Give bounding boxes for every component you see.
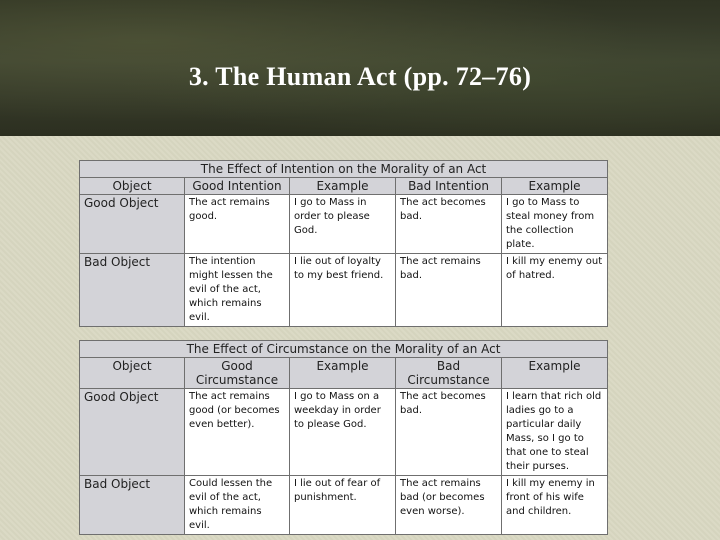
slide-header — [0, 0, 720, 136]
table-cell: I learn that rich old ladies go to a particular daily Mass, so I go to that one to steal their purses. — [502, 389, 608, 476]
table-row — [80, 254, 608, 327]
table-cell: I go to Mass to steal money from the collection plate. — [502, 195, 608, 254]
circumstance-morality-table — [79, 340, 608, 535]
table-cell: I kill my enemy in front of his wife and children. — [502, 476, 608, 535]
table-header-row — [80, 358, 608, 389]
column-header: Example — [290, 358, 396, 389]
table-cell: The act remains bad. — [396, 254, 502, 327]
table-cell: I kill my enemy out of hatred. — [502, 254, 608, 327]
table-caption: The Effect of Circumstance on the Morality of an Act — [80, 341, 608, 358]
row-label: Bad Object — [80, 254, 185, 327]
table-cell: The act becomes bad. — [396, 195, 502, 254]
table-cell: The act remains good (or becomes even better). — [185, 389, 290, 476]
table-cell: The act remains bad (or becomes even worse). — [396, 476, 502, 535]
table-header-row — [80, 178, 608, 195]
table-row — [80, 389, 608, 476]
column-header: Object — [80, 178, 185, 195]
column-header: Example — [502, 178, 608, 195]
column-header: Good Circumstance — [185, 358, 290, 389]
table-cell: The act becomes bad. — [396, 389, 502, 476]
table-cell: The intention might lessen the evil of the act, which remains evil. — [185, 254, 290, 327]
row-label: Good Object — [80, 195, 185, 254]
column-header: Bad Intention — [396, 178, 502, 195]
column-header: Bad Circumstance — [396, 358, 502, 389]
intention-morality-table — [79, 160, 608, 327]
slide-title: 3. The Human Act (pp. 72–76) — [188, 62, 532, 91]
table-cell: The act remains good. — [185, 195, 290, 254]
table-row — [80, 476, 608, 535]
table-row — [80, 195, 608, 254]
column-header: Good Intention — [185, 178, 290, 195]
table-caption: The Effect of Intention on the Morality of an Act — [80, 161, 608, 178]
column-header: Example — [502, 358, 608, 389]
table-cell: I go to Mass in order to please God. — [290, 195, 396, 254]
row-label: Bad Object — [80, 476, 185, 535]
table-cell: I go to Mass on a weekday in order to please God. — [290, 389, 396, 476]
table-cell: I lie out of fear of punishment. — [290, 476, 396, 535]
column-header: Object — [80, 358, 185, 389]
row-label: Good Object — [80, 389, 185, 476]
table-cell: Could lessen the evil of the act, which remains evil. — [185, 476, 290, 535]
column-header: Example — [290, 178, 396, 195]
table-cell: I lie out of loyalty to my best friend. — [290, 254, 396, 327]
